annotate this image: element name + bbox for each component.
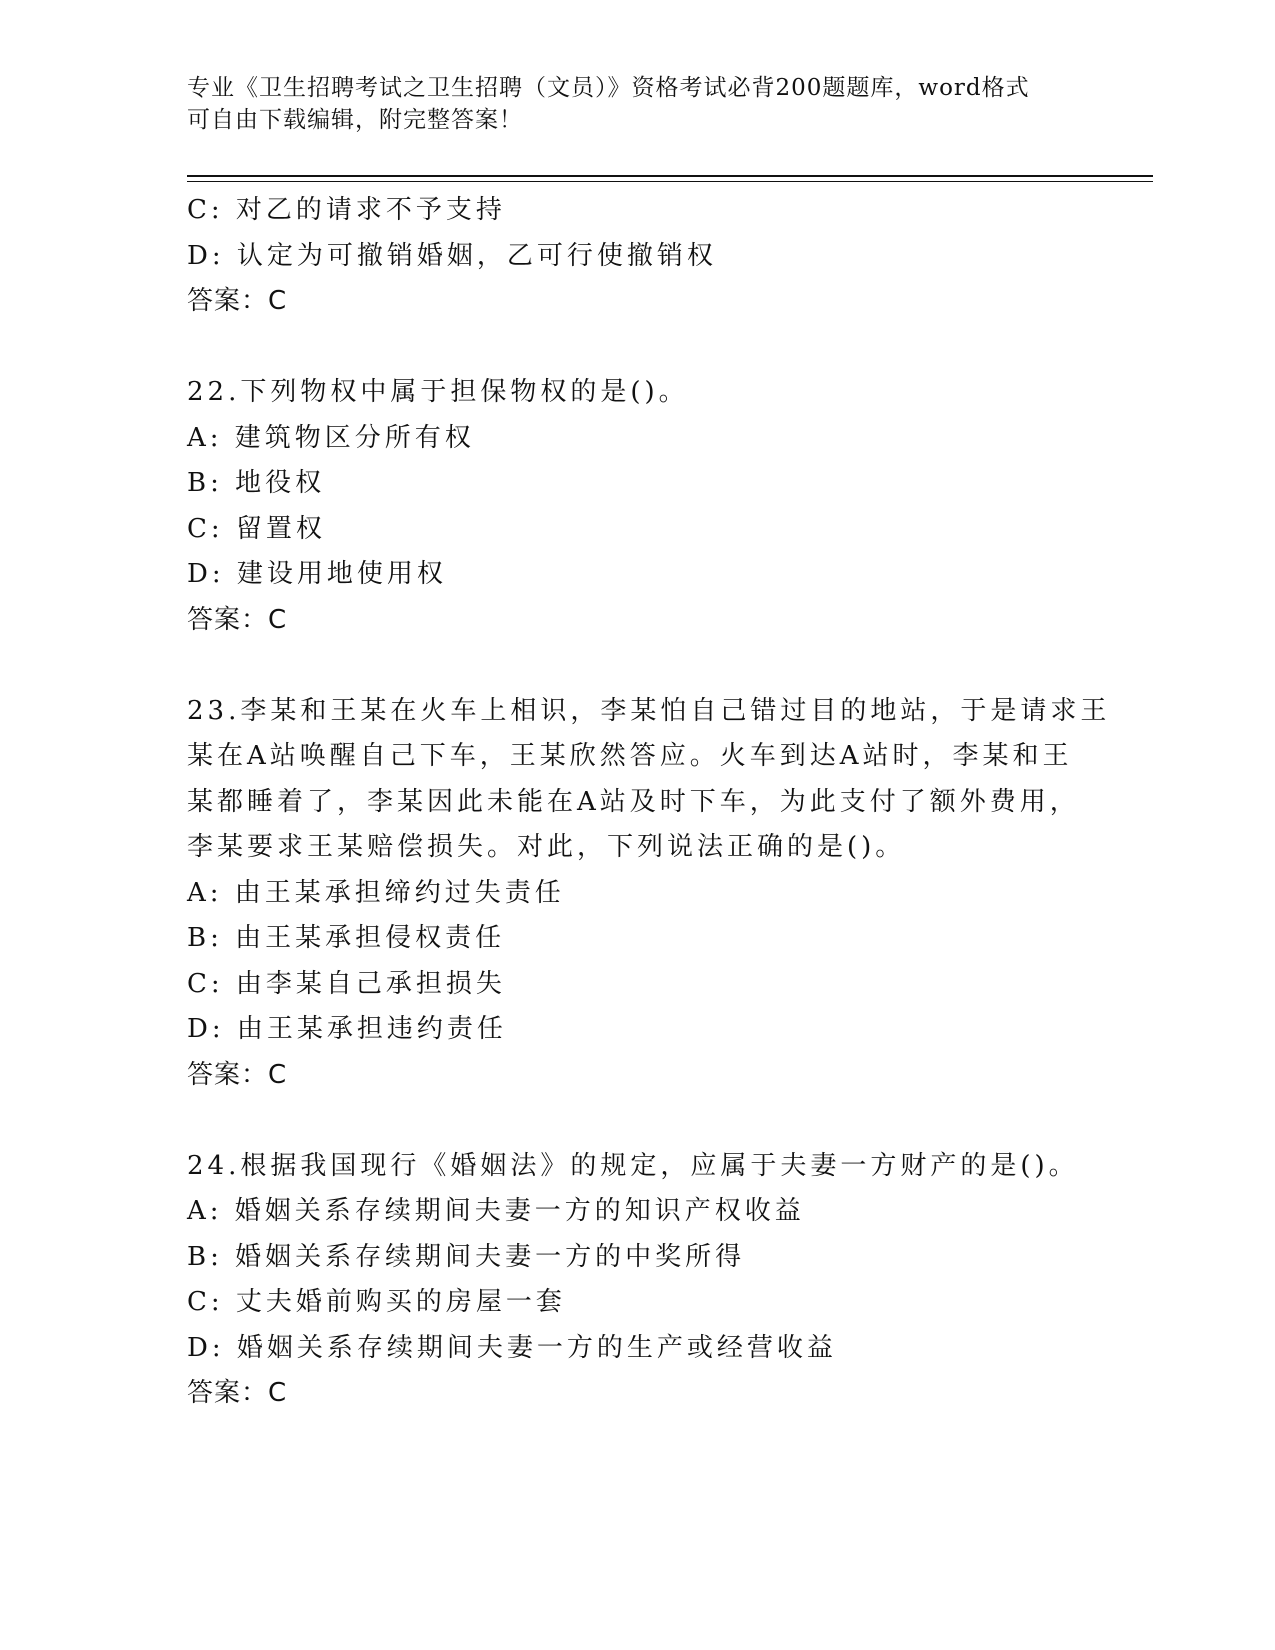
option-d: D: 认定为可撤销婚姻，乙可行使撤销权 [187, 240, 717, 271]
question-stem-line-4: 李某要求王某赔偿损失。对此，下列说法正确的是()。 [187, 832, 906, 862]
answer-line: 答案：C [187, 604, 288, 635]
question-block-22 [187, 370, 1087, 643]
document-header [187, 72, 1087, 136]
question-stem: 22.下列物权中属于担保物权的是()。 [187, 377, 689, 407]
spacer [187, 1098, 1087, 1144]
answer-line: 答案：C [187, 1059, 288, 1090]
header-divider-thick [187, 175, 1153, 177]
question-list [187, 188, 1111, 1417]
question-block-previous [187, 188, 1087, 325]
question-block-23 [187, 689, 1111, 1099]
option-b: B: 由王某承担侵权责任 [187, 923, 506, 953]
question-stem-line-2: 某在A站唤醒自己下车，王某欣然答应。火车到达A站时，李某和王 [187, 741, 1073, 771]
option-a: A: 婚姻关系存续期间夫妻一方的知识产权收益 [187, 1196, 805, 1226]
answer-line: 答案：C [187, 1378, 288, 1408]
option-b: B: 地役权 [187, 468, 326, 498]
question-stem-line-1: 23.李某和王某在火车上相识，李某怕自己错过目的地站，于是请求王 [187, 695, 1111, 726]
option-a: A: 建筑物区分所有权 [187, 422, 475, 453]
question-block-24 [187, 1144, 1087, 1417]
spacer [187, 325, 1087, 371]
option-c: C: 对乙的请求不予支持 [187, 195, 506, 225]
question-stem: 24.根据我国现行《婚姻法》的规定，应属于夫妻一方财产的是()。 [187, 1150, 1079, 1181]
header-title-line-2: 可自由下载编辑，附完整答案！ [187, 107, 523, 133]
question-stem-line-3: 某都睡着了，李某因此未能在A站及时下车，为此支付了额外费用， [187, 786, 1080, 817]
option-b: B: 婚姻关系存续期间夫妻一方的中奖所得 [187, 1241, 746, 1272]
option-c: C: 丈夫婚前购买的房屋一套 [187, 1287, 566, 1317]
option-c: C: 由李某自己承担损失 [187, 968, 506, 999]
option-d: D: 由王某承担违约责任 [187, 1014, 507, 1044]
header-divider-thin [187, 181, 1153, 182]
header-title-line-1: 专业《卫生招聘考试之卫生招聘（文员）》资格考试必背200题题库，word格式 [187, 75, 1030, 101]
option-d: D: 婚姻关系存续期间夫妻一方的生产或经营收益 [187, 1332, 837, 1363]
spacer [187, 643, 1087, 689]
answer-line: 答案：C [187, 286, 288, 316]
option-a: A: 由王某承担缔约过失责任 [187, 877, 565, 908]
option-c: C: 留置权 [187, 513, 326, 544]
option-d: D: 建设用地使用权 [187, 559, 447, 589]
